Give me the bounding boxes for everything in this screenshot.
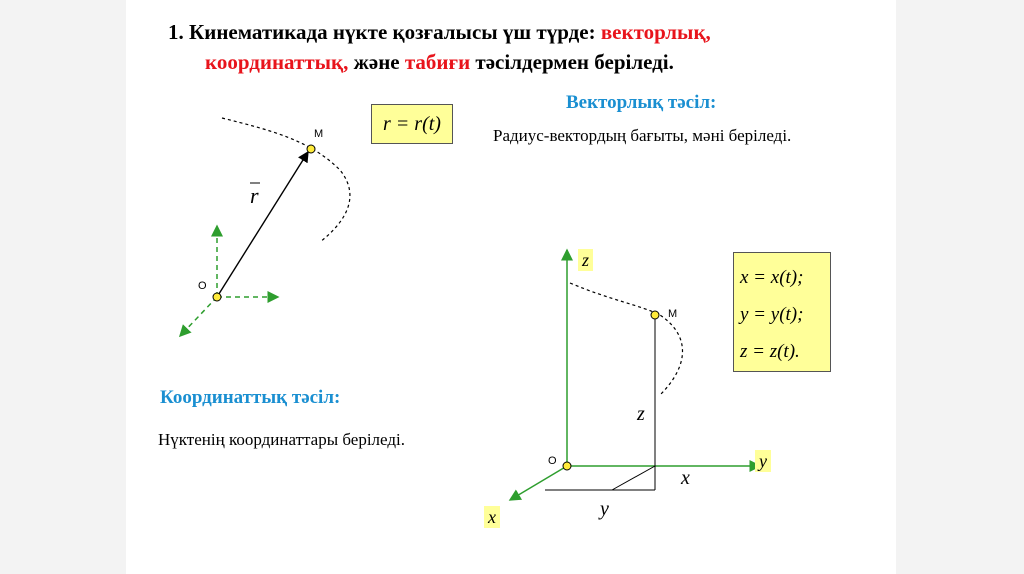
trajectory-curve-3d xyxy=(570,283,683,395)
x-axis xyxy=(510,466,567,500)
origin-label: O xyxy=(198,280,207,292)
y-segment-label: y xyxy=(600,498,609,520)
title-suffix: тәсілдермен беріледі. xyxy=(470,50,674,74)
vector-method-description: Радиус-вектордың бағыты, мәні беріледі. xyxy=(493,126,792,145)
origin-axis-diagonal xyxy=(180,297,217,336)
point-m-3d xyxy=(651,311,659,319)
formula-z: z = z(t). xyxy=(740,341,800,362)
title-vector-word: векторлық, xyxy=(600,20,711,44)
title-prefix: 1. Кинематикада нүкте қозғалысы үш түрде: xyxy=(168,20,601,44)
coordinate-method-heading: Координаттық тәсіл: xyxy=(160,387,341,408)
formula-y: y = y(t); xyxy=(740,304,804,325)
z-segment-label: z xyxy=(637,403,645,425)
projection-x-line xyxy=(612,466,655,490)
title-coordinate-word: координаттық, xyxy=(205,50,349,74)
x-segment-label: x xyxy=(681,467,690,489)
origin-point xyxy=(213,293,221,301)
title-and-word: және xyxy=(348,50,405,74)
formula-x: x = x(t); xyxy=(740,267,804,288)
z-axis-label: z xyxy=(578,249,593,271)
point-m xyxy=(307,145,315,153)
point-m-3d-label: M xyxy=(668,308,678,320)
x-axis-label: x xyxy=(484,506,500,528)
vector-diagram xyxy=(180,118,350,336)
vector-r-label: r xyxy=(250,183,259,208)
radius-vector-arrow xyxy=(217,152,308,297)
vector-formula: r = r(t) xyxy=(383,113,441,135)
trajectory-curve xyxy=(222,118,350,242)
title-natural-word: табиғи xyxy=(404,50,471,74)
coordinate-method-description: Нүктенің координаттары беріледі. xyxy=(158,430,405,449)
origin-3d-label: O xyxy=(548,455,557,467)
vector-method-heading: Векторлық тәсіл: xyxy=(566,92,717,113)
point-m-label: M xyxy=(314,128,324,140)
y-axis-label: y xyxy=(755,450,771,472)
origin-point-3d xyxy=(563,462,571,470)
